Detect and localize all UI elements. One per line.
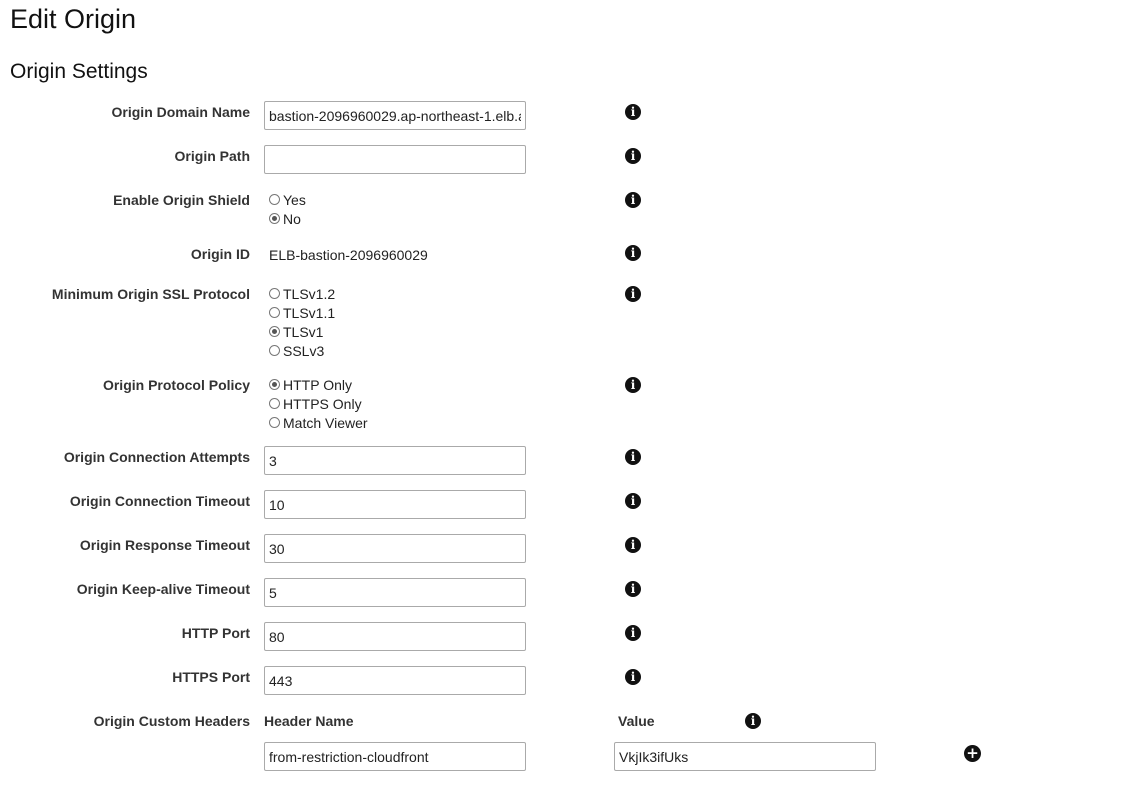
- radio-button[interactable]: [269, 213, 280, 224]
- info-icon[interactable]: i: [625, 669, 641, 685]
- http-port-input[interactable]: [264, 622, 526, 651]
- connection-timeout-label: Origin Connection Timeout: [69, 493, 250, 509]
- radio-button[interactable]: [269, 307, 280, 318]
- page-title: Edit Origin: [10, 4, 137, 34]
- radio-button[interactable]: [269, 379, 280, 390]
- radio-label: HTTPS Only: [283, 395, 362, 412]
- response-timeout-input[interactable]: [264, 534, 526, 563]
- radio-label: TLSv1.2: [283, 285, 336, 302]
- ssl-tlsv12-radio[interactable]: [269, 284, 335, 303]
- origin-domain-name-label: Origin Domain Name: [111, 104, 250, 120]
- min-ssl-protocol-label: Minimum Origin SSL Protocol: [51, 286, 250, 302]
- origin-protocol-policy-label: Origin Protocol Policy: [102, 377, 250, 393]
- connection-attempts-label: Origin Connection Attempts: [63, 449, 250, 465]
- response-timeout-label: Origin Response Timeout: [79, 537, 250, 553]
- info-icon[interactable]: i: [625, 493, 641, 509]
- radio-button[interactable]: [269, 345, 280, 356]
- ssl-sslv3-radio[interactable]: [269, 341, 324, 360]
- header-name-column-header: Header Name: [264, 713, 354, 729]
- radio-button[interactable]: [269, 326, 280, 337]
- custom-headers-label: Origin Custom Headers: [93, 713, 250, 729]
- info-icon[interactable]: i: [625, 192, 641, 208]
- radio-button[interactable]: [269, 288, 280, 299]
- info-icon[interactable]: i: [625, 286, 641, 302]
- connection-timeout-input[interactable]: [264, 490, 526, 519]
- radio-button[interactable]: [269, 398, 280, 409]
- radio-label: Yes: [283, 191, 306, 208]
- protocol-http-only-radio[interactable]: [269, 375, 352, 394]
- radio-button[interactable]: [269, 417, 280, 428]
- radio-label: Match Viewer: [283, 414, 368, 431]
- ssl-tlsv11-radio[interactable]: [269, 303, 335, 322]
- info-icon[interactable]: i: [625, 148, 641, 164]
- origin-path-input[interactable]: [264, 145, 526, 174]
- info-icon[interactable]: i: [625, 104, 641, 120]
- radio-label: SSLv3: [283, 342, 325, 359]
- http-port-label: HTTP Port: [181, 625, 250, 641]
- info-icon[interactable]: i: [625, 581, 641, 597]
- connection-attempts-input[interactable]: [264, 446, 526, 475]
- origin-shield-no-radio[interactable]: [269, 209, 301, 228]
- ssl-tlsv1-radio[interactable]: [269, 322, 323, 341]
- origin-id-label: Origin ID: [190, 246, 250, 262]
- info-icon[interactable]: i: [625, 245, 641, 261]
- keepalive-timeout-label: Origin Keep-alive Timeout: [76, 581, 250, 597]
- info-icon[interactable]: i: [625, 537, 641, 553]
- info-icon[interactable]: i: [625, 377, 641, 393]
- header-value-column-header: Value: [618, 713, 655, 729]
- add-header-plus-icon[interactable]: +: [964, 745, 981, 762]
- radio-label: TLSv1: [283, 323, 324, 340]
- origin-shield-yes-radio[interactable]: [269, 190, 306, 209]
- protocol-https-only-radio[interactable]: [269, 394, 362, 413]
- origin-domain-name-input[interactable]: [264, 101, 526, 130]
- origin-path-label: Origin Path: [174, 148, 250, 164]
- keepalive-timeout-input[interactable]: [264, 578, 526, 607]
- radio-label: No: [283, 210, 301, 227]
- info-icon[interactable]: i: [745, 713, 761, 729]
- https-port-input[interactable]: [264, 666, 526, 695]
- radio-label: TLSv1.1: [283, 304, 336, 321]
- radio-label: HTTP Only: [283, 376, 352, 393]
- custom-header-value-input[interactable]: [614, 742, 876, 771]
- info-icon[interactable]: i: [625, 625, 641, 641]
- section-title: Origin Settings: [10, 60, 148, 83]
- radio-button[interactable]: [269, 194, 280, 205]
- origin-id-value: ELB-bastion-2096960029: [269, 247, 428, 263]
- protocol-match-viewer-radio[interactable]: [269, 413, 368, 432]
- info-icon[interactable]: i: [625, 449, 641, 465]
- custom-header-name-input[interactable]: [264, 742, 526, 771]
- https-port-label: HTTPS Port: [172, 669, 250, 685]
- enable-origin-shield-label: Enable Origin Shield: [113, 192, 250, 208]
